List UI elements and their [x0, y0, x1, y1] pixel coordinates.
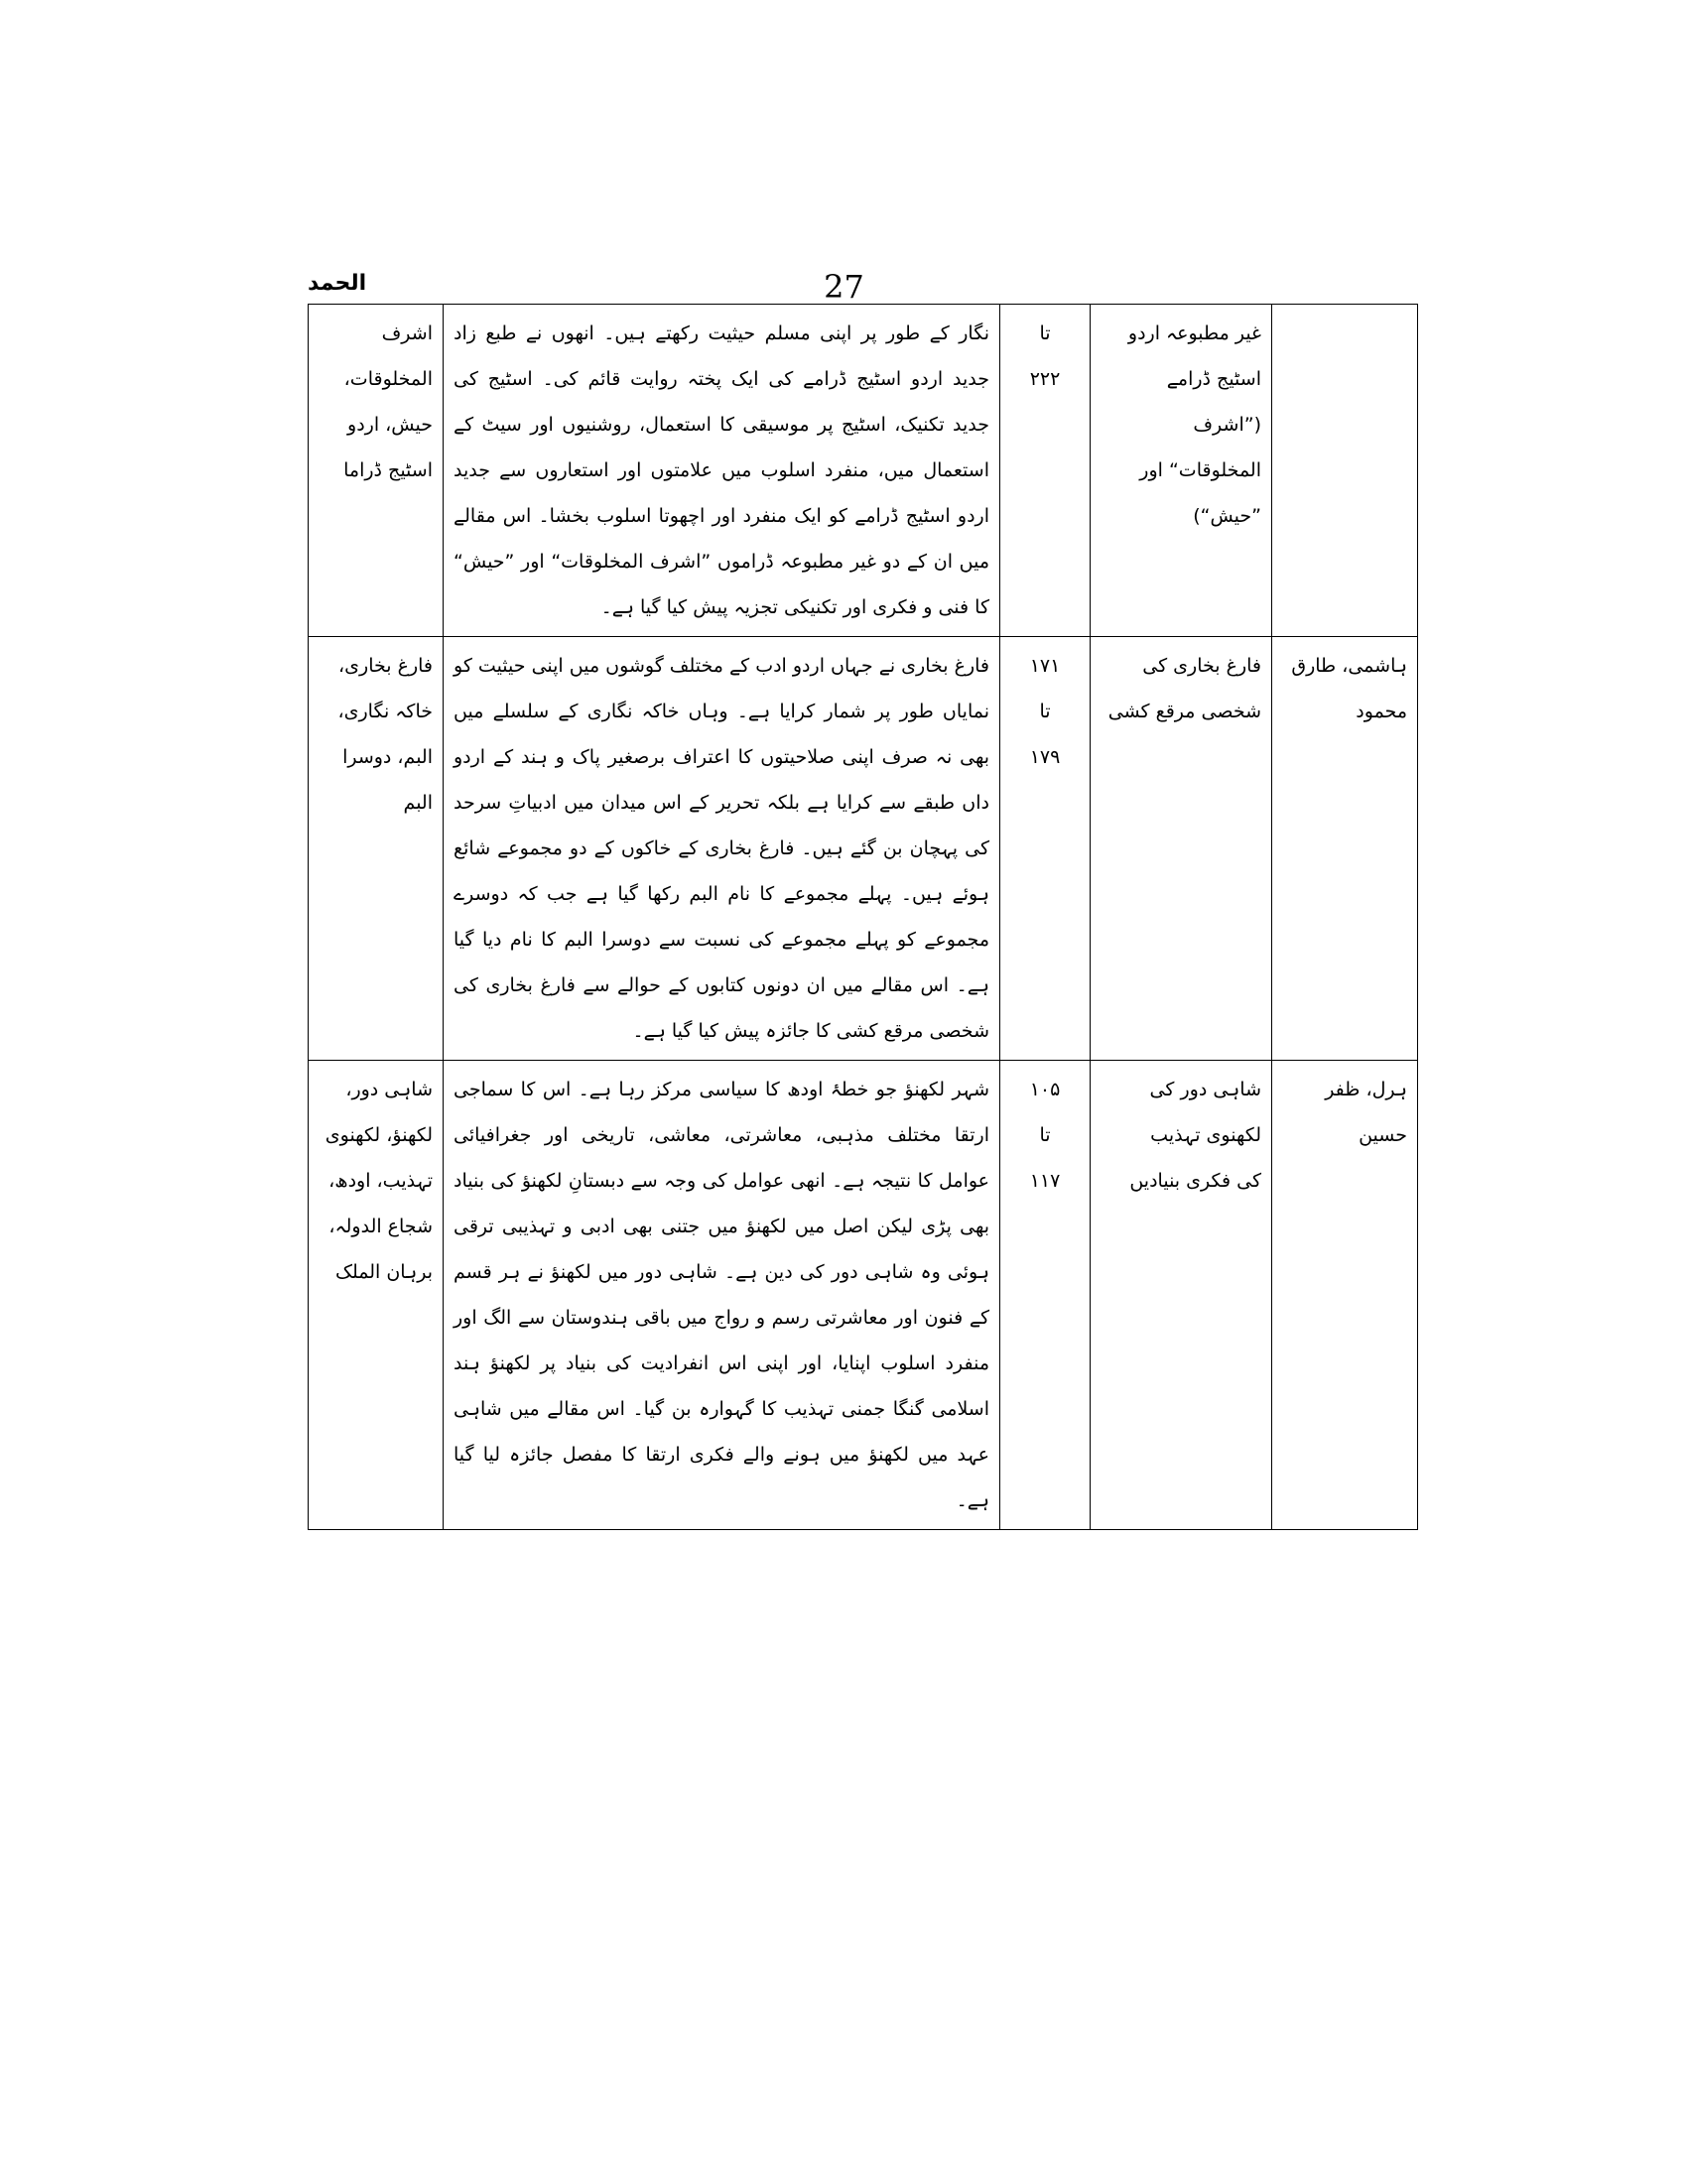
pages-line: تا	[1039, 1124, 1051, 1146]
author-line: حسین	[1359, 1124, 1407, 1146]
title-line: ”حیش“)	[1193, 505, 1261, 527]
title-line: فارغ بخاری کی	[1142, 655, 1261, 677]
table-row	[309, 1061, 1418, 1530]
keyword-line: تہذیب، اودھ،	[328, 1170, 433, 1192]
keyword-line: البم	[403, 792, 433, 814]
keywords-cell	[309, 637, 444, 1061]
pages-line: تا	[1039, 322, 1051, 344]
pages-line: ۱۰۵	[1029, 1079, 1061, 1100]
author-cell	[1272, 1061, 1418, 1530]
table-row	[309, 305, 1418, 637]
author-line: ہاشمی، طارق	[1291, 655, 1407, 677]
title-line: (”اشرف	[1193, 414, 1261, 436]
pages-line: ۱۱۷	[1029, 1170, 1061, 1192]
table-row	[309, 637, 1418, 1061]
abstract-cell: نگار کے طور پر اپنی مسلم حیثیت رکھتے ہیں۔ انھوں نے طبع زاد جدید اردو اسٹیج ڈرامے کی ایک پختہ روایت قائم کی۔ اسٹیج کی جدید تکنیک، اسٹیج پر موسیقی کا استعمال، روشنیوں اور سیٹ کے استعمال میں، منفرد اسلوب میں علامتوں اور استعاروں سے جدید اردو اسٹیج ڈرامے کو ایک منفرد اور اچھوتا اسلوب بخشا۔ اس مقالے میں ان کے دو غیر مطبوعہ ڈراموں ”اشرف المخلوقات“ اور ”حیش“ کا فنی و فکری اور تکنیکی تجزیہ پیش کیا گیا ہے۔	[444, 305, 1000, 637]
pages-line: تا	[1039, 701, 1051, 722]
author-line: ہرل، ظفر	[1325, 1079, 1407, 1100]
keyword-line: اشرف	[381, 322, 433, 344]
running-head: الحمد	[308, 271, 367, 296]
title-line: شخصی مرقع کشی	[1107, 701, 1261, 722]
abstract-cell: شہر لکھنؤ جو خطۂ اودھ کا سیاسی مرکز رہا ہے۔ اس کا سماجی ارتقا مختلف مذہبی، معاشرتی، معاشی، تاریخی اور جغرافیائی عوامل کا نتیجہ ہے۔ انھی عوامل کی وجہ سے دبستانِ لکھنؤ کی بنیاد بھی پڑی لیکن اصل میں لکھنؤ میں جتنی بھی ادبی و تہذیبی ترقی ہوئی وہ شاہی دور کی دین ہے۔ شاہی دور میں لکھنؤ نے ہر قسم کے فنون اور معاشرتی رسم و رواج میں باقی ہندوستان سے الگ اور منفرد اسلوب اپنایا، اور اپنی اس انفرادیت کی بنیاد پر لکھنؤ ہند اسلامی گنگا جمنی تہذیب کا گہوارہ بن گیا۔ اس مقالے میں شاہی عہد میں لکھنؤ میں ہونے والے فکری ارتقا کا مفصل جائزہ لیا گیا ہے۔	[444, 1061, 1000, 1530]
title-cell	[1091, 1061, 1272, 1530]
pages-line: ۱۷۱	[1029, 655, 1061, 677]
author-cell	[1272, 637, 1418, 1061]
author-line: محمود	[1356, 701, 1407, 722]
keyword-line: المخلوقات،	[343, 368, 433, 390]
keyword-line: اسٹیج ڈراما	[343, 459, 433, 481]
title-line: غیر مطبوعہ اردو	[1127, 322, 1261, 344]
title-line: شاہی دور کی	[1149, 1079, 1261, 1100]
keyword-line: برہان الملک	[334, 1261, 433, 1283]
title-line: لکھنوی تہذیب	[1150, 1124, 1261, 1146]
keyword-line: البم، دوسرا	[342, 746, 433, 768]
keyword-line: خاکہ نگاری،	[337, 701, 433, 722]
title-line: المخلوقات“ اور	[1139, 459, 1261, 481]
bibliography-table	[308, 304, 1418, 1530]
keyword-line: لکھنؤ، لکھنوی	[325, 1124, 433, 1146]
keyword-line: شاہی دور،	[345, 1079, 433, 1100]
pages-line: ۲۲۲	[1029, 368, 1061, 390]
author-cell	[1272, 305, 1418, 637]
keyword-line: شجاع الدولہ،	[328, 1216, 433, 1237]
pages-cell	[1000, 637, 1091, 1061]
pages-cell	[1000, 1061, 1091, 1530]
page-number: 27	[824, 268, 864, 306]
title-line: اسٹیج ڈرامے	[1166, 368, 1261, 390]
pages-line: ۱۷۹	[1029, 746, 1061, 768]
abstract-cell: فارغ بخاری نے جہاں اردو ادب کے مختلف گوشوں میں اپنی حیثیت کو نمایاں طور پر شمار کرایا ہے۔ وہاں خاکہ نگاری کے سلسلے میں بھی نہ صرف اپنی صلاحیتوں کا اعتراف برصغیر پاک و ہند کے اردو داں طبقے سے کرایا ہے بلکہ تحریر کے اس میدان میں ادبیاتِ سرحد کی پہچان بن گئے ہیں۔ فارغ بخاری کے خاکوں کے دو مجموعے شائع ہوئے ہیں۔ پہلے مجموعے کا نام البم رکھا گیا ہے جب کہ دوسرے مجموعے کو پہلے مجموعے کی نسبت سے دوسرا البم کا نام دیا گیا ہے۔ اس مقالے میں ان دونوں کتابوں کے حوالے سے فارغ بخاری کی شخصی مرقع کشی کا جائزہ پیش کیا گیا ہے۔	[444, 637, 1000, 1061]
title-cell	[1091, 305, 1272, 637]
keyword-line: فارغ بخاری،	[338, 655, 433, 677]
title-line: کی فکری بنیادیں	[1129, 1170, 1261, 1192]
keywords-cell	[309, 1061, 444, 1530]
keyword-line: حیش، اردو	[347, 414, 433, 436]
keywords-cell	[309, 305, 444, 637]
pages-cell	[1000, 305, 1091, 637]
title-cell	[1091, 637, 1272, 1061]
